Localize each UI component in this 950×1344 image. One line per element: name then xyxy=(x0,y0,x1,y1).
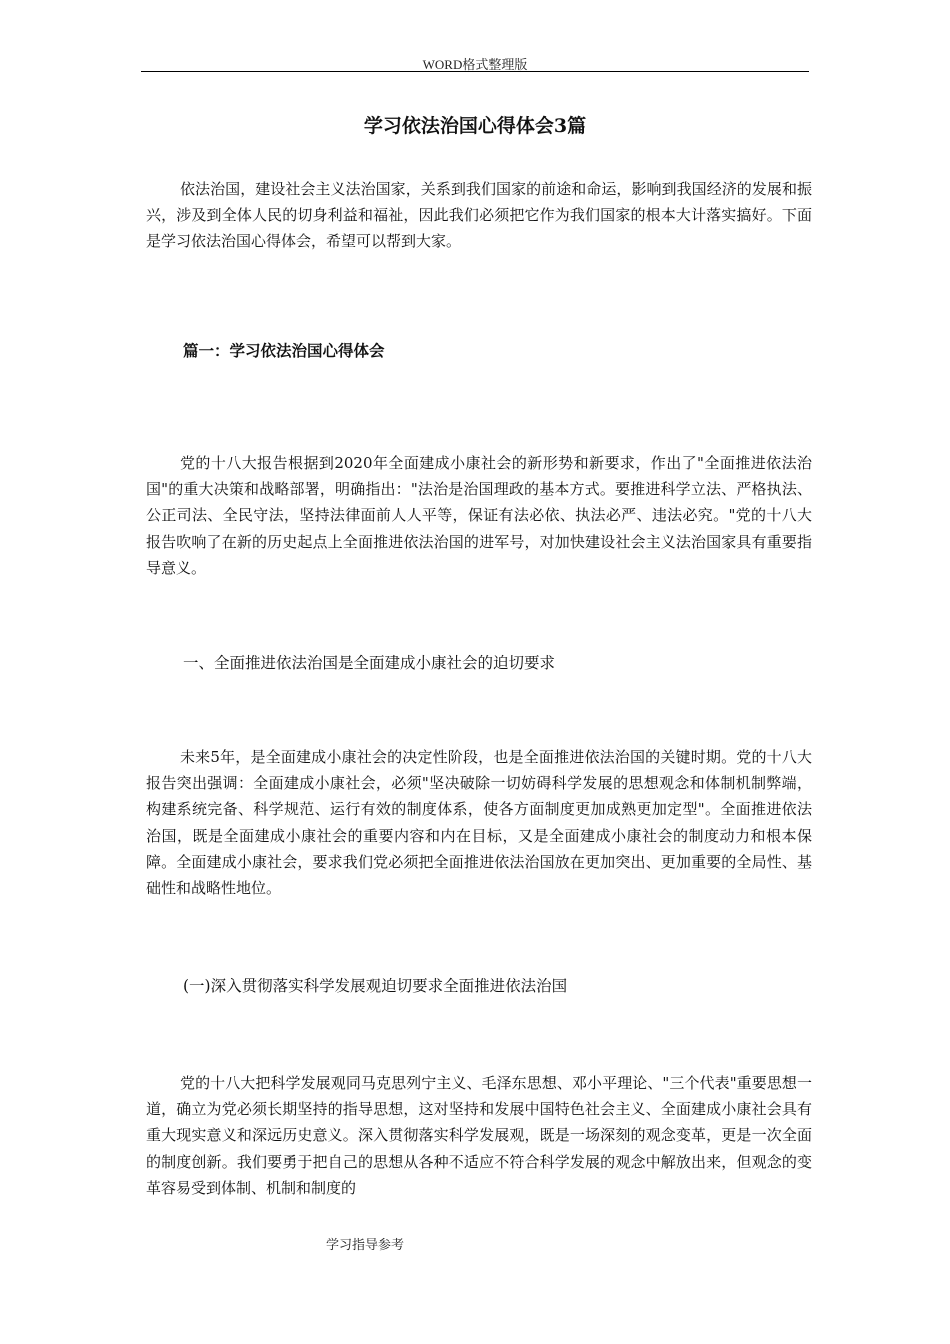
header-divider xyxy=(141,71,809,72)
section-one-heading: 篇一：学习依法治国心得体会 xyxy=(183,341,385,360)
section-one-paragraph-3: 党的十八大把科学发展观同马克思列宁主义、毛泽东思想、邓小平理论、"三个代表"重要思想一道，确立为党必须长期坚持的指导思想，这对坚持和发展中国特色社会主义、全面建成小康社会具有重大现实意义和深远历史意义。深入贯彻落实科学发展观，既是一场深刻的观念变革，更是一次全面的制度创新。我们要勇于把自己的思想从各种不适应不符合科学发展的观念中解放出来，但观念的变革容易受到体制、机制和制度的 xyxy=(146,1074,812,1197)
page-header-text: WORD格式整理版 xyxy=(422,57,528,72)
page-footer-text: 学习指导参考 xyxy=(326,1238,405,1253)
intro-paragraph: 依法治国，建设社会主义法治国家，关系到我们国家的前途和命运，影响到我国经济的发展和振兴，涉及到全体人民的切身利益和福祉，因此我们必须把它作为我们国家的根本大计落实搞好。下面是学习依法治国心得体会，希望可以帮到大家。 xyxy=(146,180,812,251)
subheading-one: 一、全面推进依法治国是全面建成小康社会的迫切要求 xyxy=(183,654,556,672)
subheading-two: (一)深入贯彻落实科学发展观迫切要求全面推进依法治国 xyxy=(183,977,568,995)
document-title: 学习依法治国心得体会3篇 xyxy=(363,115,587,137)
section-one-paragraph-1: 党的十八大报告根据到2020年全面建成小康社会的新形势和新要求，作出了"全面推进依法治国"的重大决策和战略部署，明确指出："法治是治国理政的基本方式。要推进科学立法、严格执法、公正司法、全民守法，坚持法律面前人人平等，保证有法必依、执法必严、违法必究。"党的十八大报告吹响了在新的历史起点上全面推进依法治国的进军号，对加快建设社会主义法治国家具有重要指导意义。 xyxy=(146,454,812,577)
section-one-paragraph-2: 未来5年，是全面建成小康社会的决定性阶段，也是全面推进依法治国的关键时期。党的十八大报告突出强调：全面建成小康社会，必须"坚决破除一切妨碍科学发展的思想观念和体制机制弊端，构建系统完备、科学规范、运行有效的制度体系，使各方面制度更加成熟更加定型"。全面推进依法治国，既是全面建成小康社会的重要内容和内在目标，又是全面建成小康社会的制度动力和根本保障。全面建成小康社会，要求我们党必须把全面推进依法治国放在更加突出、更加重要的全局性、基础性和战略性地位。 xyxy=(146,748,812,898)
